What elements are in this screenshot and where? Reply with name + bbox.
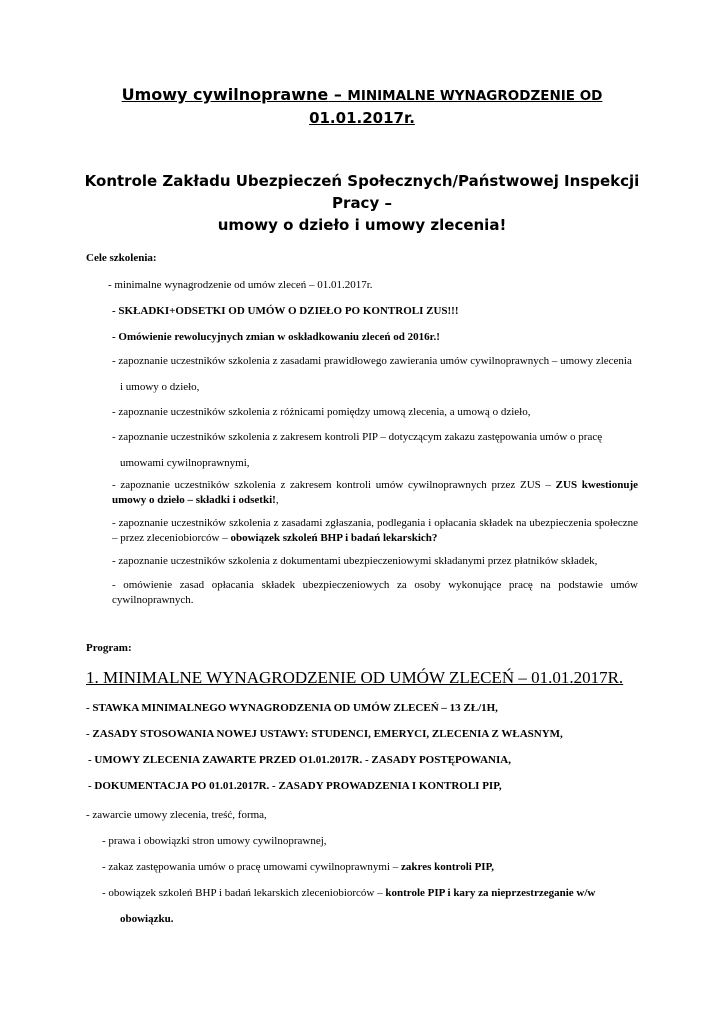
- title-dash: –: [328, 85, 348, 104]
- cele-item-kontrola-zus-cont: [112, 493, 279, 508]
- cele-item-kontrola-zus-comma: ,: [275, 494, 279, 506]
- program-item-zakaz: [102, 860, 494, 875]
- program-item-bhp: [102, 886, 595, 901]
- cele-item-zawieranie: - zapoznanie uczestników szkolenia z zasadami prawidłowego zawierania umów cywilnoprawnych – umowy zlecenia: [112, 355, 632, 367]
- program-caps-dokumentacja: - DOKUMENTACJA PO 01.01.2017R. - ZASADY PROWADZENIA I KONTROLI PIP,: [88, 780, 502, 792]
- cele-item-zglaszanie: - zapoznanie uczestników szkolenia z zasadami zgłaszania, podlegania i opłacania składek na ubezpieczenia społeczne: [112, 517, 638, 529]
- program-item-zakaz-bold: zakres kontroli PIP,: [401, 861, 495, 873]
- cele-item-roznice: - zapoznanie uczestników szkolenia z różnicami pomiędzy umową zlecenia, a umową o dzieło,: [112, 406, 531, 418]
- program-caps-stawka: - STAWKA MINIMALNEGO WYNAGRODZENIA OD UMÓW ZLECEŃ – 13 ZŁ/1H,: [86, 702, 498, 714]
- cele-item-kontrola-pip: - zapoznanie uczestników szkolenia z zakresem kontroli PIP – dotyczącym zakazu zastępowania umów o pracę: [112, 431, 603, 443]
- cele-label: Cele szkolenia:: [86, 252, 157, 264]
- document-title: [86, 84, 638, 129]
- program-heading: 1. MINIMALNE WYNAGRODZENIE OD UMÓW ZLECEŃ – 01.01.2017R.: [86, 668, 624, 687]
- title-date: 01.01.2017r.: [309, 109, 415, 127]
- program-item-bhp-text: - obowiązek szkoleń BHP i badań lekarskich zleceniobiorców –: [102, 887, 386, 899]
- cele-item-kontrola-zus-bold: ZUS kwestionuje: [555, 479, 638, 491]
- cele-item-kontrola-zus-text: - zapoznanie uczestników szkolenia z zakresem kontroli umów cywilnoprawnych przez ZUS –: [112, 479, 556, 491]
- program-item-zakaz-text: - zakaz zastępowania umów o pracę umowami cywilnoprawnymi –: [102, 861, 402, 873]
- cele-item-minimal-wage: - minimalne wynagrodzenie od umów zleceń – 01.01.2017r.: [108, 279, 373, 291]
- program-item-bhp-cont: obowiązku.: [120, 913, 174, 925]
- subtitle-line-2: umowy o dzieło i umowy zlecenia!: [217, 216, 507, 234]
- cele-item-dokumenty: - zapoznanie uczestników szkolenia z dokumentami ubezpieczeniowymi składanymi przez płatników składek,: [112, 555, 598, 567]
- cele-item-zglaszanie-cont-text: – przez zleceniobiorców –: [112, 532, 231, 544]
- document-subtitle: [70, 170, 654, 236]
- cele-item-zmiany: - Omówienie rewolucyjnych zmian w oskładkowaniu zleceń od 2016r.!: [112, 331, 440, 343]
- program-item-bhp-bold: kontrole PIP i kary za nieprzestrzeganie w/w: [385, 887, 596, 899]
- program-label: Program:: [86, 642, 132, 654]
- cele-item-kontrola-pip-cont: umowami cywilnoprawnymi,: [120, 457, 250, 469]
- subtitle-line-1: Kontrole Zakładu Ubezpieczeń Społecznych/Państwowej Inspekcji Pracy –: [84, 172, 640, 212]
- cele-item-zglaszanie-cont-bold: obowiązek szkoleń BHP i badań lekarskich?: [230, 532, 438, 544]
- cele-item-oplacanie-cont: cywilnoprawnych.: [112, 594, 194, 606]
- cele-item-kontrola-zus: [112, 478, 638, 493]
- program-item-zawarcie: - zawarcie umowy zlecenia, treść, forma,: [86, 809, 267, 821]
- program-caps-umowy: - UMOWY ZLECENIA ZAWARTE PRZED O1.01.2017R. - ZASADY POSTĘPOWANIA,: [88, 754, 511, 766]
- cele-item-zglaszanie-cont: [112, 531, 437, 546]
- title-caps: MINIMALNE WYNAGRODZENIE OD: [347, 88, 603, 104]
- cele-item-zawieranie-cont: i umowy o dzieło,: [120, 381, 200, 393]
- title-main: Umowy cywilnoprawne: [121, 85, 329, 104]
- cele-item-kontrola-zus-cont-bold: umowy o dzieło – składki i odsetki!: [112, 494, 276, 506]
- cele-item-oplacanie: - omówienie zasad opłacania składek ubezpieczeniowych za osoby wykonujące pracę na podstawie umów: [112, 579, 638, 591]
- program-caps-zasady: - ZASADY STOSOWANIA NOWEJ USTAWY: STUDENCI, EMERYCI, ZLECENIA Z WŁASNYM,: [86, 728, 563, 740]
- cele-item-skladki: - SKŁADKI+ODSETKI OD UMÓW O DZIEŁO PO KONTROLI ZUS!!!: [112, 305, 459, 317]
- program-item-prawa: - prawa i obowiązki stron umowy cywilnoprawnej,: [102, 835, 327, 847]
